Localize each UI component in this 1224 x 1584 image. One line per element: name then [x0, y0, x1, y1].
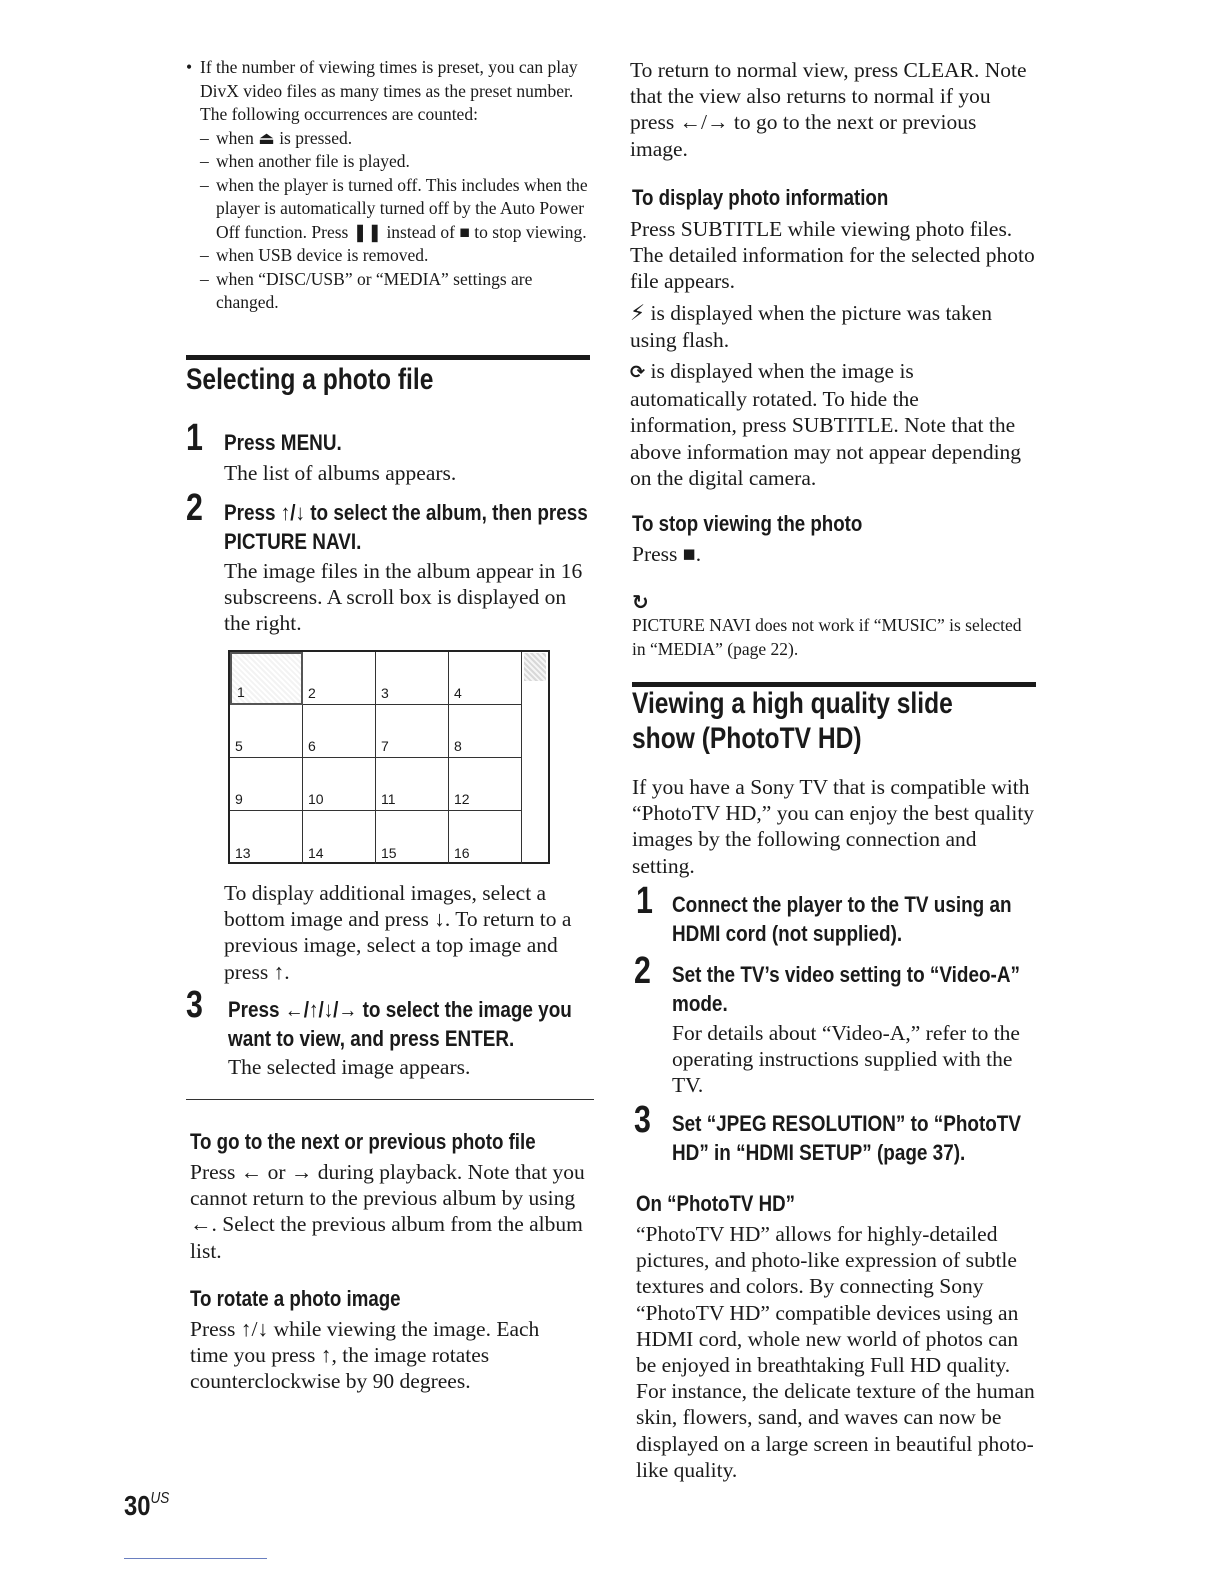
divx-note-intro: • If the number of viewing times is preset, you can play DivX video files as many times as the preset number. The following occurrences are counted: — [186, 56, 591, 127]
divx-note-item: – when “DISC/USB” or “MEDIA” settings are changed. — [186, 268, 591, 315]
grid-cell: 11 — [376, 758, 449, 811]
section-rule — [186, 355, 590, 360]
step-title: Set “JPEG RESOLUTION” to “PhotoTV — [672, 1111, 1021, 1136]
grid-cell: 6 — [303, 705, 376, 758]
section-title-slideshow-line2: show (PhotoTV HD) — [632, 722, 862, 755]
grid-cell: 10 — [303, 758, 376, 811]
grid-cell: 15 — [376, 811, 449, 864]
grid-cell: 4 — [449, 652, 522, 705]
step-title: HD” in “HDMI SETUP” (page 37). — [672, 1140, 966, 1165]
next-prev-text: Press ← or → during playback. Note that you cannot return to the previous album by using ←. Select the previous album from the album list. — [190, 1160, 585, 1263]
step-body: The list of albums appears. — [224, 461, 457, 485]
step-body: For details about “Video-A,” refer to the operating instructions supplied with the TV. — [672, 1021, 1020, 1098]
page-number: $30^{US}$ — [124, 1490, 170, 1521]
subheading-next-prev: To go to the next or previous photo file — [190, 1129, 536, 1154]
grid-cell: 8 — [449, 705, 522, 758]
subheading-photo-info: To display photo information — [632, 185, 889, 210]
step-title: HDMI cord (not supplied). — [672, 921, 903, 946]
divx-note-item: – when ⏏ is pressed. — [186, 127, 591, 151]
scroll-box — [524, 653, 546, 681]
section-title-selecting: Selecting a photo file — [186, 363, 434, 396]
picture-navi-grid — [228, 650, 550, 864]
divx-note-item: – when the player is turned off. This includes when the player is automatically turned off by the Auto Power Off function. Press ❚❚ instead of ■ to stop viewing. — [186, 174, 591, 245]
divx-note-list — [186, 56, 591, 315]
subheading-rotate: To rotate a photo image — [190, 1286, 401, 1311]
subheading-on-phototv: On “PhotoTV HD” — [636, 1191, 795, 1216]
tip-icon: ↻ — [632, 590, 649, 614]
step-title: Press ←/↑/↓/→ to select the image you want to view, and press ENTER. — [228, 997, 572, 1051]
step-number: 3 — [634, 1099, 651, 1141]
step-number: 1 — [636, 880, 653, 922]
grid-cell: 3 — [376, 652, 449, 705]
photo-info-text: Press SUBTITLE while viewing photo files. The detailed information for the selected photo file appears. — [630, 217, 1035, 294]
section-divider — [186, 1099, 594, 1100]
rotate-text: Press ↑/↓ while viewing the image. Each time you press ↑, the image rotates counterclockwise by 90 degrees. — [190, 1317, 540, 1394]
grid-cell: 2 — [303, 652, 376, 705]
step-title: Set the TV’s video setting to “Video-A” — [672, 962, 1020, 987]
divx-note-item: – when USB device is removed. — [186, 244, 591, 268]
grid-cell: 16 — [449, 811, 522, 864]
step-title: Press MENU. — [224, 430, 342, 455]
subheading-stop-photo: To stop viewing the photo — [632, 511, 863, 536]
step-number: 3 — [186, 984, 203, 1026]
grid-cell: 13 — [230, 811, 303, 864]
step-title: Press ↑/↓ to select the album, then press PICTURE NAVI. — [224, 500, 588, 554]
flash-info-text: ⚡ is displayed when the picture was taken using flash. — [630, 301, 992, 353]
rotate-info-text: ⟳ is displayed when the image is automatically rotated. To hide the information, press SUBTITLE. Note that the above information may not appear depending on the digital camera. — [630, 359, 1022, 490]
grid-cell: 9 — [230, 758, 303, 811]
return-normal-text: To return to normal view, press CLEAR. Note that the view also returns to normal if you press ←/→ to go to the next or previous image. — [630, 58, 1027, 161]
grid-cell: 14 — [303, 811, 376, 864]
divx-note-item: – when another file is played. — [186, 150, 591, 174]
step-body: The selected image appears. — [228, 1055, 471, 1079]
step-title: mode. — [672, 991, 728, 1016]
rotated-icon: ⟳ — [630, 362, 646, 383]
flash-icon: ⚡ — [630, 301, 646, 326]
stop-photo-text: Press ■. — [632, 542, 702, 566]
footer-line — [124, 1558, 267, 1559]
additional-images-text: To display additional images, select a bottom image and press ↓. To return to a previous image, select a top image and press ↑. — [224, 881, 572, 984]
tip-text: PICTURE NAVI does not work if “MUSIC” is selected in “MEDIA” (page 22). — [632, 615, 1022, 659]
on-phototv-text: “PhotoTV HD” allows for highly-detailed pictures, and photo-like expression of subtle textures and colors. By connecting Sony “PhotoTV HD” compatible devices using an HDMI cord, whole new world of photos can be enjoyed in breathtaking Full HD quality. For instance, the delicate texture of the human skin, flowers, sand, and waves can now be displayed on a large screen in beautiful photo-like quality. — [636, 1222, 1035, 1482]
phototv-intro-text: If you have a Sony TV that is compatible with “PhotoTV HD,” you can enjoy the best quality images by the following connection and setting. — [632, 775, 1035, 878]
grid-cell: 5 — [230, 705, 303, 758]
section-title-slideshow-line1: Viewing a high quality slide — [632, 687, 953, 720]
step-number: 2 — [186, 487, 203, 529]
grid-cell: 12 — [449, 758, 522, 811]
step-number: 2 — [634, 950, 651, 992]
scroll-bar — [521, 652, 548, 862]
step-body: The image files in the album appear in 16 subscreens. A scroll box is displayed on the right. — [224, 559, 583, 636]
step-number: 1 — [186, 417, 203, 459]
grid-cell: 7 — [376, 705, 449, 758]
grid-cell-selected: 1 — [230, 652, 303, 705]
step-title: Connect the player to the TV using an — [672, 892, 1012, 917]
